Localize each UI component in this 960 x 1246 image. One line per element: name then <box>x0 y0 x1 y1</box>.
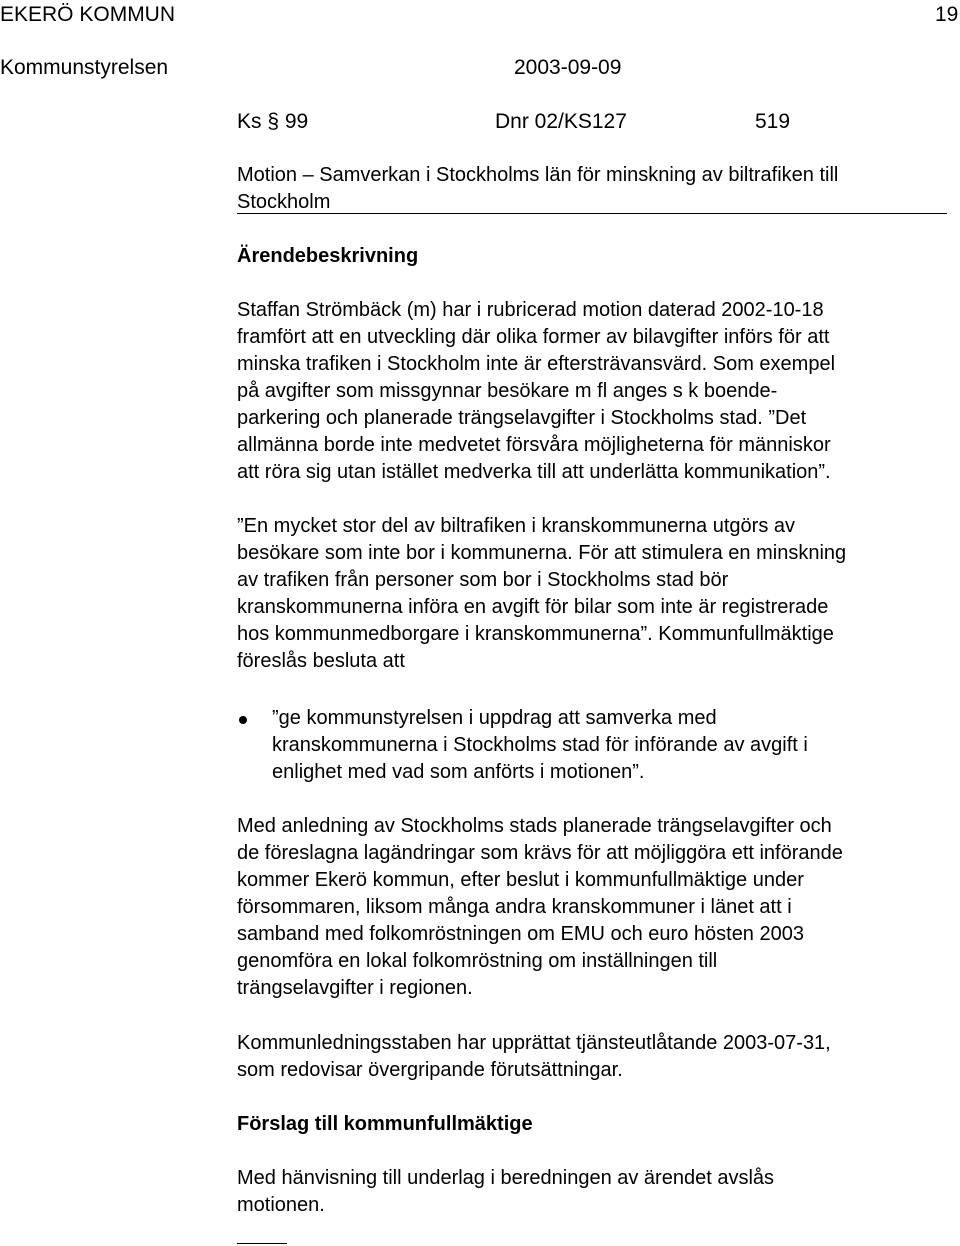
case-code: 519 <box>755 110 791 133</box>
paragraph-line: Med hänvisning till underlag i beredningen av ärendet avslås <box>237 1167 775 1189</box>
paragraph-2 <box>237 513 846 675</box>
closing-rule <box>237 1243 287 1244</box>
paragraph-line: motionen. <box>237 1194 325 1216</box>
paragraph-line: ”En mycket stor del av biltrafiken i kranskommunerna utgörs av <box>237 515 795 537</box>
paragraph-line: att röra sig utan istället medverka till att underlätta kommunikation”. <box>237 461 831 483</box>
paragraph-line: Staffan Strömbäck (m) har i rubricerad motion daterad 2002-10-18 <box>237 299 824 321</box>
section-heading-forslag: Förslag till kommunfullmäktige <box>237 1113 533 1135</box>
paragraph-line: som redovisar övergripande förutsättningar. <box>237 1059 623 1081</box>
title-underline <box>237 213 947 214</box>
paragraph-line: besökare som inte bor i kommunerna. För att stimulera en minskning <box>237 542 847 564</box>
paragraph-4 <box>237 1030 831 1084</box>
meeting-date: 2003-09-09 <box>514 56 622 79</box>
municipality-name: EKERÖ KOMMUN <box>0 3 176 26</box>
paragraph-3 <box>237 813 843 1002</box>
case-paragraph: Ks § 99 <box>237 110 309 133</box>
paragraph-line: kranskommunerna införa en avgift för bilar som inte är registrerade <box>237 596 829 618</box>
page-number: 19 <box>935 3 959 26</box>
committee-name: Kommunstyrelsen <box>0 56 169 79</box>
case-title <box>237 162 838 216</box>
paragraph-line: Kommunledningsstaben har upprättat tjänsteutlåtande 2003-07-31, <box>237 1032 831 1054</box>
paragraph-line: de föreslagna lagändringar som krävs för att möjliggöra ett införande <box>237 842 843 864</box>
section-heading-arendebeskrivning: Ärendebeskrivning <box>237 245 419 267</box>
paragraph-line: försommaren, liksom många andra kranskommuner i länet att i <box>237 896 792 918</box>
paragraph-line: på avgifter som missgynnar besökare m fl anges s k boende- <box>237 380 778 402</box>
paragraph-line: trängselavgifter i regionen. <box>237 977 473 999</box>
bullet-icon <box>239 716 247 724</box>
paragraph-line: föreslås besluta att <box>237 650 405 672</box>
paragraph-line: Med anledning av Stockholms stads planerade trängselavgifter och <box>237 815 832 837</box>
bullet-item <box>272 705 808 786</box>
case-title-line: Stockholm <box>237 191 331 213</box>
paragraph-line: framfört att en utveckling där olika former av bilavgifter införs för att <box>237 326 830 348</box>
paragraph-line: hos kommunmedborgare i kranskommunerna”. Kommunfullmäktige <box>237 623 834 645</box>
case-dnr: Dnr 02/KS127 <box>495 110 627 133</box>
paragraph-line: allmänna borde inte medvetet försvåra möjligheterna för människor <box>237 434 831 456</box>
paragraph-1 <box>237 297 835 486</box>
paragraph-line: kommer Ekerö kommun, efter beslut i kommunfullmäktige under <box>237 869 804 891</box>
paragraph-line: parkering och planerade trängselavgifter i Stockholms stad. ”Det <box>237 407 807 429</box>
bullet-line: kranskommunerna i Stockholms stad för införande av avgift i <box>272 734 808 756</box>
bullet-line: enlighet med vad som anförts i motionen”. <box>272 761 645 783</box>
paragraph-line: samband med folkomröstningen om EMU och euro hösten 2003 <box>237 923 804 945</box>
bullet-line: ”ge kommunstyrelsen i uppdrag att samverka med <box>272 707 717 729</box>
paragraph-line: minska trafiken i Stockholm inte är eftersträvansvärd. Som exempel <box>237 353 836 375</box>
paragraph-line: genomföra en lokal folkomröstning om inställningen till <box>237 950 718 972</box>
case-title-line: Motion – Samverkan i Stockholms län för minskning av biltrafiken till <box>237 164 839 186</box>
proposal-paragraph <box>237 1165 774 1219</box>
paragraph-line: av trafiken från personer som bor i Stockholms stad bör <box>237 569 729 591</box>
